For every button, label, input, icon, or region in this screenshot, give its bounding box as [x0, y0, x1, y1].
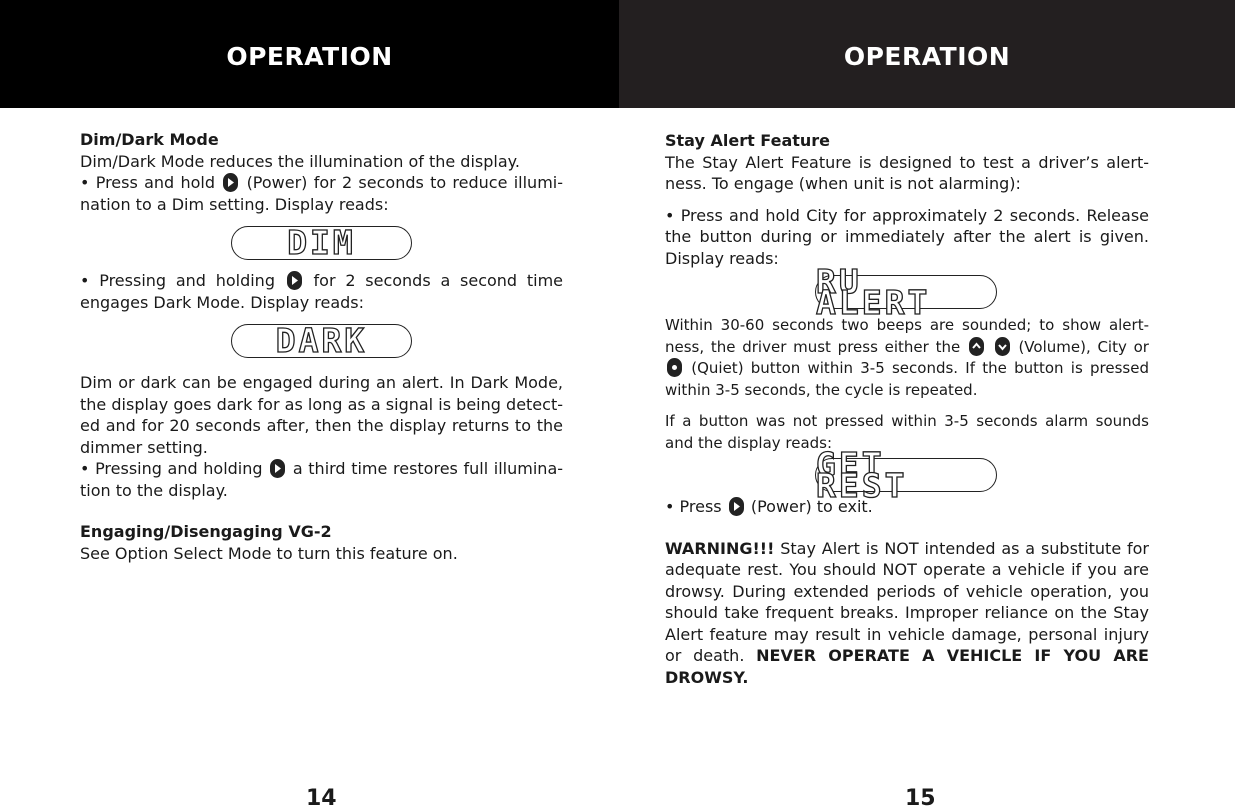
within-pre: Within 30-60 seconds two beeps are sounded; to show alert-ness, the driver must press either the: [665, 316, 1149, 356]
press-step-pre: • Press: [665, 497, 722, 516]
volume-down-button-icon: [995, 337, 1010, 356]
press-step-post: (Power) to exit.: [750, 497, 873, 516]
dim-step-post: (Power) for 2 seconds to reduce illumi-nation to a Dim setting. Display reads:: [80, 173, 563, 214]
restore-step: [80, 458, 563, 501]
restore-step-pre: • Pressing and holding: [80, 459, 263, 478]
warning-caps: NEVER OPERATE A VEHICLE IF YOU ARE DROWSY.: [665, 646, 1149, 687]
engaging-title: Engaging/Disengaging VG-2: [80, 522, 332, 541]
stay-alert-step: • Press and hold City for approximately 2 seconds. Release the button during or immediately after the alert is given. Display reads:: [665, 205, 1149, 268]
dim-dark-intro: Dim/Dark Mode reduces the illumination of the display.: [80, 151, 520, 171]
dim-step: [80, 172, 563, 215]
page-number-left: 14: [306, 786, 337, 811]
not-pressed-paragraph: If a button was not pressed within 3-5 seconds alarm sounds and the display reads:: [665, 412, 1149, 452]
lcd-display-get-rest: GET REST: [815, 458, 997, 492]
power-button-icon: [287, 271, 302, 290]
engaging-text: See Option Select Mode to turn this feature on.: [80, 543, 458, 563]
left-column: [80, 129, 563, 564]
power-button-icon: [729, 497, 744, 516]
within-mid: (Volume), City or: [1018, 337, 1149, 356]
press-step: [665, 496, 1149, 518]
lcd-display-ru-alert: RU ALERT: [815, 275, 997, 309]
warning-paragraph: [665, 538, 1149, 689]
power-button-icon: [270, 459, 285, 478]
dark-step-pre: • Pressing and holding: [80, 271, 275, 290]
within-post: (Quiet) button within 3-5 seconds. If the button is pressed within 3-5 seconds, the cycle is repeated.: [665, 359, 1149, 399]
stay-alert-intro: The Stay Alert Feature is designed to test a driver’s alert-ness. To engage (when unit is not alarming):: [665, 152, 1149, 193]
dark-step: [80, 270, 563, 313]
lcd-display-dark: DARK: [231, 324, 412, 358]
left-page-header: OPERATION: [0, 0, 619, 108]
right-page-header: OPERATION: [619, 0, 1235, 108]
lcd-display-dim: DIM: [231, 226, 412, 260]
quiet-button-icon: [667, 358, 682, 377]
warning-label: WARNING!!!: [665, 538, 775, 558]
dim-dark-title: Dim/Dark Mode: [80, 130, 219, 149]
right-column: [665, 130, 1149, 688]
warning-text: Stay Alert is NOT intended as a substitute for adequate rest. You should NOT operate a vehicle if you are drowsy. During extended periods of vehicle operation, you should take frequent breaks. Improper reliance on the Stay Alert feature may result in vehicle damage, personal injury or death.: [665, 538, 1149, 665]
within-paragraph: [665, 315, 1149, 401]
dark-mode-paragraph: Dim or dark can be engaged during an alert. In Dark Mode, the display goes dark for as long as a signal is being detect-ed and for 20 seconds after, then the display returns to the dimmer setting.: [80, 373, 563, 457]
stay-alert-title: Stay Alert Feature: [665, 131, 831, 150]
dark-step-post: for 2 seconds a second time engages Dark Mode. Display reads:: [80, 271, 564, 312]
page-number-right: 15: [905, 786, 936, 811]
restore-step-post: a third time restores full illumina-tion to the display.: [80, 459, 564, 500]
dim-step-pre: • Press and hold: [80, 173, 215, 192]
volume-up-button-icon: [969, 337, 984, 356]
power-button-icon: [223, 173, 238, 192]
